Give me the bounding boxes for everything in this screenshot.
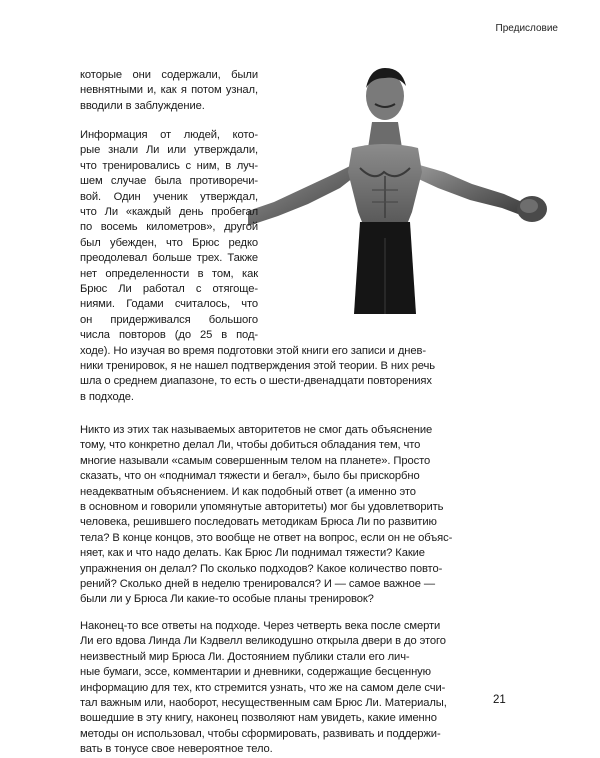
text-line: сказать, что он «поднимал тяжести и бегал», было бы прискорбно xyxy=(80,470,420,483)
text-line: что тренировались с ним, в луч- xyxy=(80,159,258,172)
text-line: человека, решившего последовать методикам Брюса Ли по развитию xyxy=(80,516,437,529)
text-line: Информация от людей, кото- xyxy=(80,129,258,141)
text-line: ники тренировок, я не нашел подтверждения этой теории. В них речь xyxy=(80,360,435,372)
text-line: ходе). Но изучая во время подготовки этой книги его записи и днев- xyxy=(80,344,426,357)
text-line: рений? Сколько дней в неделю тренировался? И — самое важное — xyxy=(80,578,435,591)
text-line: были ли у Брюса Ли какие-то особые планы тренировок? xyxy=(80,593,374,606)
text-line: многие называли «самым совершенным телом на планете». Просто xyxy=(80,454,431,467)
text-line: в основном и говорили упомянутые авторитеты) мог бы удовлетворить xyxy=(80,501,444,514)
text-line: преодолевал больше трех. Также xyxy=(80,252,258,265)
text-line: в подходе. xyxy=(80,390,134,403)
text-line: что Ли «каждый день пробегал xyxy=(80,206,258,219)
text-line: тому, что конкретно делал Ли, чтобы добиться обладания тем, что xyxy=(80,439,421,452)
text-line: методы он использовал, чтобы сформировать, развивать и поддержи- xyxy=(80,727,441,740)
text-line: Ли его вдова Линда Ли Кэдвелл великодушно открыла двери в до этого xyxy=(80,635,446,648)
text-line: невнятными и, как я потом узнал, xyxy=(80,84,258,97)
text-line: был убежден, что Брюс редко xyxy=(80,236,258,249)
text-line: тал важным или, наоборот, несущественным сам Брюс Ли. Материалы, xyxy=(80,697,447,710)
text-line: по восемь километров», другой xyxy=(80,221,258,234)
paragraph-1 xyxy=(80,68,258,114)
paragraph-3 xyxy=(80,423,453,608)
text-line: шем случае была противоречи- xyxy=(80,175,258,188)
text-line: числа повторов (до 25 в под- xyxy=(80,329,258,342)
text-line: няет, как и что надо делать. Как Брюс Ли поднимал тяжести? Какие xyxy=(80,547,425,560)
text-line: Брюс Ли работал с отягоще- xyxy=(80,283,258,296)
text-line: ниями. Годами считалось, что xyxy=(80,298,258,311)
paragraph-2a xyxy=(80,128,258,344)
athlete-photo xyxy=(248,64,550,314)
text-line: вой. Один ученик утверждал, xyxy=(80,190,258,203)
text-line: вошедшие в эту книгу, наконец позволяют нам увидеть, какие именно xyxy=(80,712,437,725)
text-line: неизвестный мир Брюса Ли. Достоянием публики стали его лич- xyxy=(80,650,410,663)
text-line: ные бумаги, эссе, комментарии и дневники, содержащие бесценную xyxy=(80,666,431,679)
text-line: неадекватным объяснением. И как подобный ответ (а именно это xyxy=(80,485,416,498)
text-line: информацию для тех, кто стремится узнать, что же на самом деле счи- xyxy=(80,681,446,694)
page-number: 21 xyxy=(493,694,506,706)
text-line: Никто из этих так называемых авторитетов не смог дать объяснение xyxy=(80,424,433,436)
text-line: тела? В конце концов, это вообще не ответ на вопрос, если он не объяс- xyxy=(80,531,453,544)
paragraph-2b xyxy=(80,344,435,406)
text-line: вать в тонусе свое невероятное тело. xyxy=(80,743,273,756)
text-line: упражнения он делал? По сколько подходов? Какое количество повто- xyxy=(80,562,443,575)
text-line: вводили в заблуждение. xyxy=(80,99,205,112)
running-header: Предисловие xyxy=(495,23,558,34)
paragraph-4 xyxy=(80,619,447,758)
text-line: он придерживался большого xyxy=(80,313,258,326)
text-line: которые они содержали, были xyxy=(80,69,258,81)
text-line: рые знали Ли или утверждали, xyxy=(80,144,258,157)
text-line: шла о среднем диапазоне, то есть о шести-двенадцати повторениях xyxy=(80,375,432,388)
text-line: Наконец-то все ответы на подходе. Через четверть века после смерти xyxy=(80,620,441,632)
text-line: нет определенности в том, как xyxy=(80,267,258,280)
